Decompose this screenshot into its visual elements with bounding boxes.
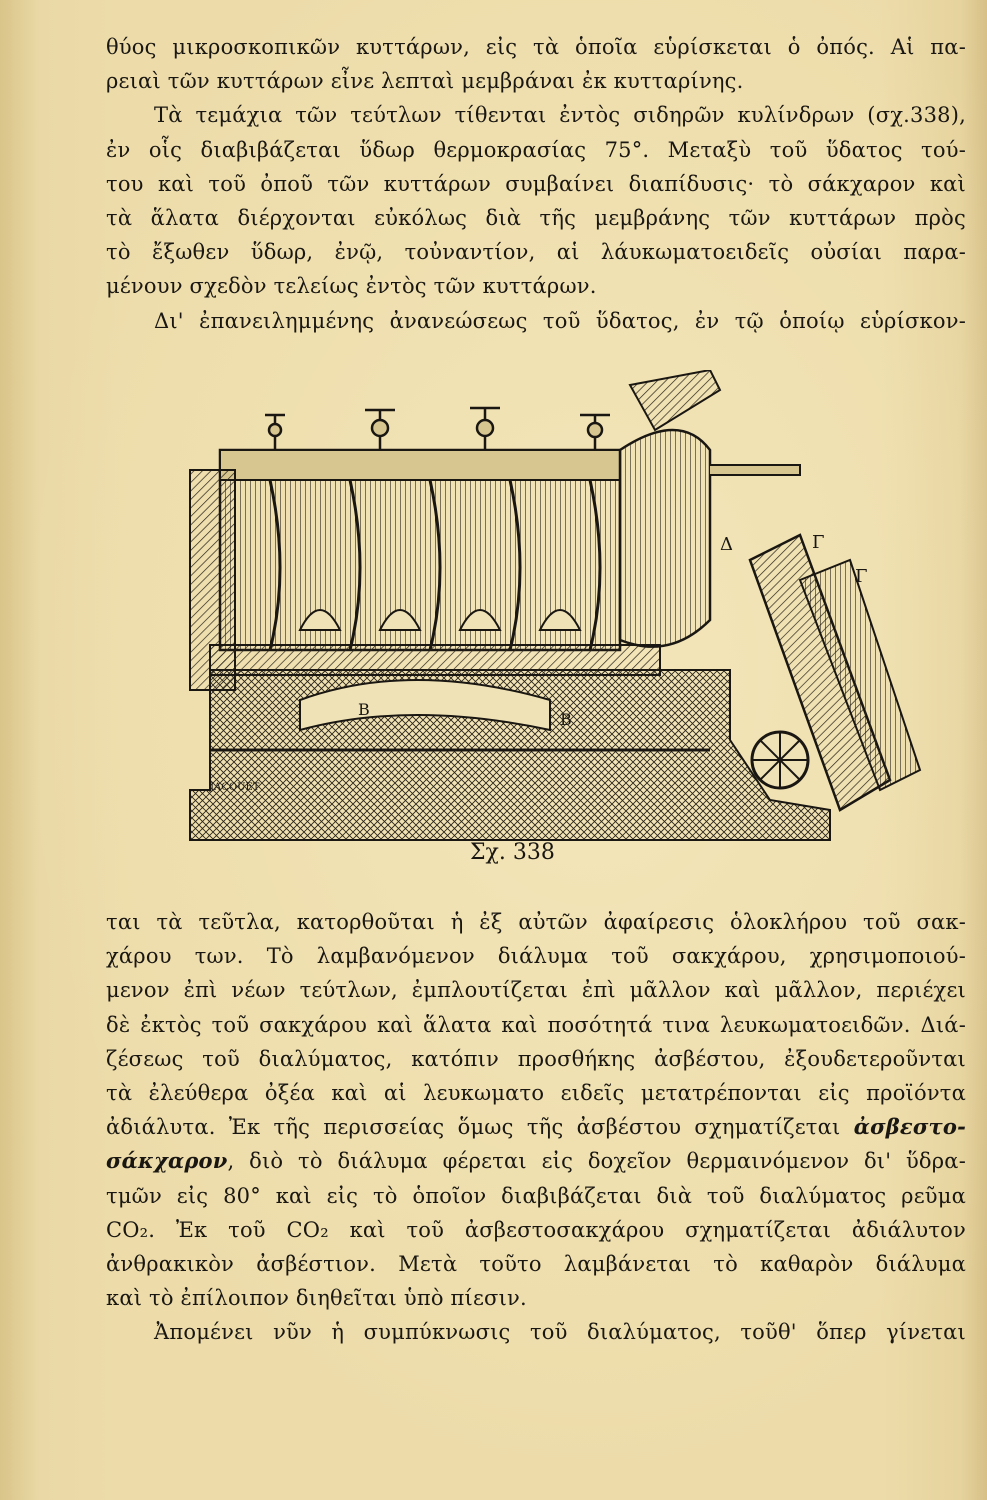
text-line xyxy=(106,1144,966,1178)
text-line: δὲ ἐκτὸς τοῦ σακχάρου καὶ ἅλατα καὶ ποσότητά τινα λευκωματοειδῶν. Διά- xyxy=(106,1012,966,1037)
label-gamma-1: Γ xyxy=(812,532,825,553)
text-line: τμῶν εἰς 80° καὶ εἰς τὸ ὁποῖον διαβιβάζεται διὰ τοῦ διαλύματος ρεῦμα xyxy=(106,1183,966,1208)
valves xyxy=(265,408,610,450)
text-line: ζέσεως τοῦ διαλύματος, κατόπιν προσθήκης ἀσβέστου, ἐξουδετεροῦνται xyxy=(106,1046,966,1071)
label-delta: Δ xyxy=(720,534,733,555)
figure-caption: Σχ. 338 xyxy=(470,840,555,865)
text-line: τὰ ἅλατα διέρχονται εὐκόλως διὰ τῆς μεμβράνης τῶν κυττάρων πρὸς xyxy=(106,206,966,231)
text-line xyxy=(106,1110,966,1144)
bold-term: σάκχαρον xyxy=(106,1148,228,1174)
label-beta-2: Β xyxy=(560,710,572,729)
text-line: ται τὰ τεῦτλα, κατορθοῦται ἡ ἐξ αὐτῶν ἀφαίρεσις ὁλοκλήρου τοῦ σακ- xyxy=(106,910,966,934)
text-line: μένουν σχεδὸν τελείως ἐντὸς τῶν κυττάρων. xyxy=(106,274,597,299)
elevator-gamma xyxy=(750,532,920,810)
diffusion-battery-illustration xyxy=(150,370,970,850)
text-line: ἐν οἷς διαβιβάζεται ὕδωρ θερμοκρασίας 75°. Μεταξὺ τοῦ ὕδατος τού- xyxy=(106,137,966,162)
text-line: ρειαὶ τῶν κυττάρων εἶνε λεπταὶ μεμβράναι ἐκ κυτταρίνης. xyxy=(106,69,744,94)
text-line: CO₂. Ἐκ τοῦ CO₂ καὶ τοῦ ἀσβεστοσακχάρου σχηματίζεται ἀδιάλυτον xyxy=(106,1217,966,1242)
text-line: Τὰ τεμάχια τῶν τεύτλων τίθενται ἐντὸς σιδηρῶν κυλίνδρων (σχ.338), xyxy=(154,103,966,128)
bottom-paragraphs xyxy=(106,905,966,1350)
text-fragment: ἀδιάλυτα. Ἐκ τῆς περισσείας ὅμως τῆς ἀσβέστου σχηματίζεται xyxy=(106,1115,854,1140)
text-line: ἀνθρακικὸν ἀσβέστιον. Μετὰ τοῦτο λαμβάνεται τὸ καθαρὸν διάλυμα xyxy=(106,1252,966,1277)
text-line: καὶ τὸ ἐπίλοιπον διηθεῖται ὑπὸ πίεσιν. xyxy=(106,1286,527,1311)
text-line: μενον ἐπὶ νέων τεύτλων, ἐμπλουτίζεται ἐπὶ μᾶλλον καὶ μᾶλλον, περιέχει xyxy=(106,978,966,1003)
text-fragment: , διὸ τὸ διάλυμα φέρεται εἰς δοχεῖον θερμαινόμενον δι' ὕδρα- xyxy=(227,1149,966,1174)
text-line: θύος μικροσκοπικῶν κυττάρων, εἰς τὰ ὁποῖα εὑρίσκεται ὁ ὀπός. Αἱ πα- xyxy=(106,35,966,59)
engraver-signature: JACQUET xyxy=(210,782,260,793)
label-gamma-2: Γ xyxy=(855,566,868,587)
text-line: Δι' ἐπανειλημμένης ἀνανεώσεως τοῦ ὕδατος, ἐν τῷ ὁποίῳ εὑρίσκον- xyxy=(154,308,966,333)
text-line: Ἀπομένει νῦν ἡ συμπύκνωσις τοῦ διαλύματος, τοῦθ' ὅπερ γίνεται xyxy=(154,1320,966,1345)
text-line: του καὶ τοῦ ὀποῦ τῶν κυττάρων συμβαίνει διαπίδυσις· τὸ σάκχαρον καὶ xyxy=(106,171,966,196)
top-paragraphs xyxy=(106,30,966,338)
text-line: χάρου των. Τὸ λαμβανόμενον διάλυμα τοῦ σακχάρου, χρησιμοποιού- xyxy=(106,944,966,969)
cylinder-bank xyxy=(190,450,660,690)
masonry-foundation xyxy=(190,670,830,840)
label-beta-1: Β xyxy=(358,700,370,719)
bold-term: ἀσβεστο- xyxy=(853,1114,966,1140)
text-line: τὸ ἔξωθεν ὕδωρ, ἐνῷ, τοὐναντίον, αἱ λάυκωματοειδεῖς οὐσίαι παρα- xyxy=(106,240,966,265)
text-line: τὰ ἐλεύθερα ὀξέα καὶ αἱ λευκωματο ειδεῖς μετατρέπονται εἰς προϊόντα xyxy=(106,1081,966,1106)
